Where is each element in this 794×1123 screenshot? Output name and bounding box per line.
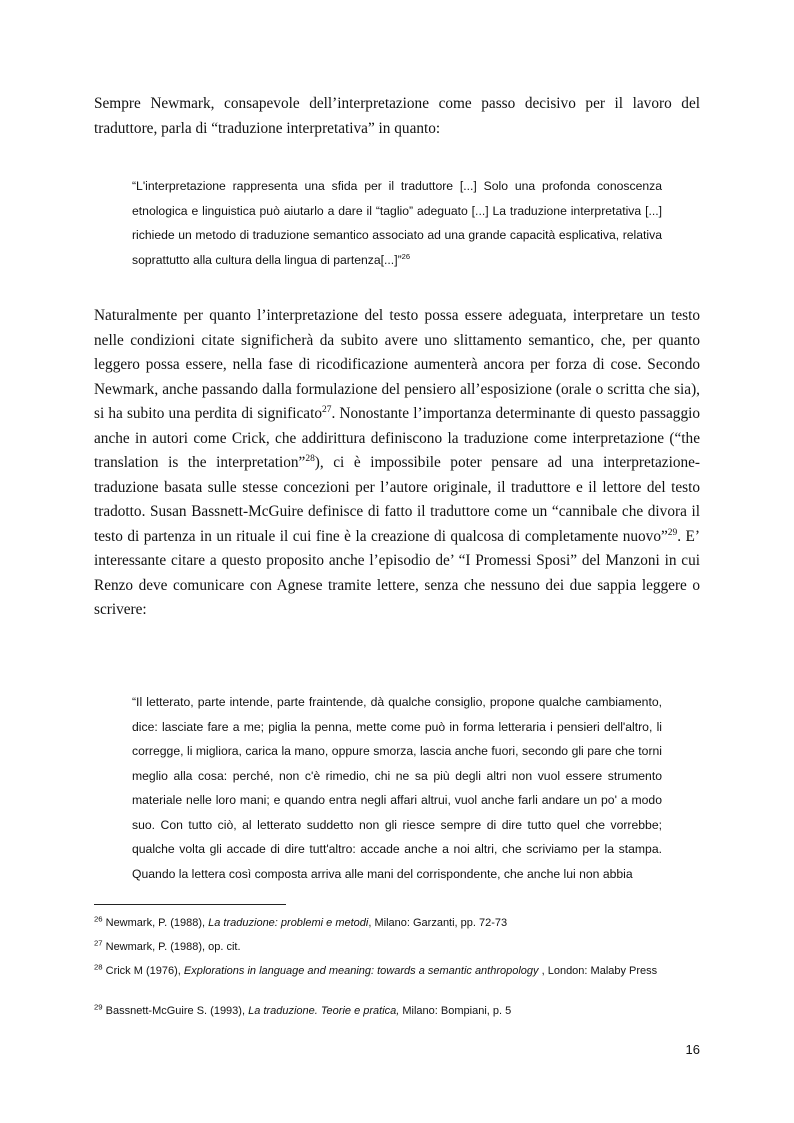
- footnote-number: 27: [94, 938, 103, 948]
- footnote-text: Crick M (1976),: [105, 965, 184, 977]
- footnote-text: , Milano: Garzanti, pp. 72-73: [368, 917, 508, 929]
- footnote-29: [94, 1003, 700, 1019]
- paragraph-text: . E’ interessante citare a questo proposito anche l’episodio de’ “I Promessi Sposi” del Manzoni in cui Renzo deve comunicare con Agnese tramite lettere, senza che nessuno dei due sappia leggere o scrivere:: [94, 527, 700, 618]
- block-quote-manzoni: “Il letterato, parte intende, parte fraintende, dà qualche consiglio, propone qualche cambiamento, dice: lasciate fare a me; piglia la penna, mette come può in forma letteraria i pensieri dell'altro, li corregge, li migliora, carica la mano, oppure smorza, lascia anche fuori, secondo gli pare che torni meglio alla cosa: perché, non c'è rimedio, chi ne sa più degli altri non vuol essere strumento materiale nelle loro mani; e quando entra negli affari altrui, vuol anche farli andare un po' a modo suo. Con tutto ciò, al letterato suddetto non gli riesce sempre di dire tutto quel che vorrebbe; qualche volta gli accade di dire tutt'altro: accade anche a noi altri, che scriviamo per la stampa. Quando la lettera così composta arriva alle mani del corrispondente, che anche lui non abbia: [132, 695, 662, 881]
- paragraph-text: Naturalmente per quanto l’interpretazione del testo possa essere adeguata, interpretare un testo nelle condizioni citate significherà da subito avere uno slittamento semantico, che, per quanto leggero possa essere, nella fase di ricodificazione aumenterà ancora per forza di cose. Secondo Newmark, anche passando dalla formulazione del pensiero all’esposizione (orale o scritta che sia), si ha subito una perdita di significato: [94, 307, 700, 422]
- footnote-ref-29: 29: [667, 527, 678, 538]
- footnote-26: [94, 915, 700, 931]
- footnote-ref-27: 27: [321, 404, 332, 415]
- footnote-title: La traduzione. Teorie e pratica,: [248, 1005, 400, 1017]
- footnote-text: , London: Malaby Press: [538, 965, 658, 977]
- quote-text: “L'interpretazione rappresenta una sfida per il traduttore [...] Solo una profonda conoscenza etnologica e linguistica può aiutarlo a dare il “taglio” adeguato [...] La traduzione interpretativa [...] richiede un metodo di traduzione semantico associato ad una grande capacità esplicativa, relativa soprattutto alla cultura della lingua di partenza[...]”: [132, 179, 662, 267]
- footnote-number: 26: [94, 914, 103, 924]
- paragraph-intro: Sempre Newmark, consapevole dell’interpretazione come passo decisivo per il lavoro del traduttore, parla di “traduzione interpretativa” in quanto:: [94, 95, 700, 137]
- footnote-text: Bassnett-McGuire S. (1993),: [105, 1005, 249, 1017]
- footnote-separator: [94, 904, 286, 905]
- footnote-text: Newmark, P. (1988), op. cit.: [105, 941, 241, 953]
- paragraph-text: ), ci è impossibile poter pensare ad una interpretazione-traduzione basata sulle stesse concezioni per l’autore originale, il traduttore e il lettore del testo tradotto. Susan Bassnett-McGuire definisce di fatto il traduttore come un “cannibale che divora il testo di partenza in un rituale il cui fine è la creazione di qualcosa di completamente nuovo”: [94, 454, 701, 545]
- page-number: 16: [685, 1042, 700, 1057]
- block-quote-newmark: [132, 174, 662, 272]
- footnote-28: [94, 963, 700, 979]
- paragraph-text: . Nonostante l’importanza determinante di questo passaggio anche in autori come Crick, che addirittura definiscono la traduzione come interpretazione (“the translation is the interpretation”: [94, 405, 700, 471]
- footnote-ref: 26: [401, 251, 411, 261]
- footnote-title: La traduzione: problemi e metodi: [208, 917, 369, 929]
- paragraph-main: [94, 304, 700, 623]
- footnote-number: 29: [94, 1002, 103, 1012]
- footnote-number: 28: [94, 962, 103, 972]
- footnote-title: Explorations in language and meaning: towards a semantic anthropology: [183, 965, 539, 977]
- footnote-text: Newmark, P. (1988),: [105, 917, 209, 929]
- footnote-ref-28: 28: [305, 453, 315, 464]
- footnote-27: [94, 939, 700, 955]
- footnote-text: Milano: Bompiani, p. 5: [399, 1005, 512, 1017]
